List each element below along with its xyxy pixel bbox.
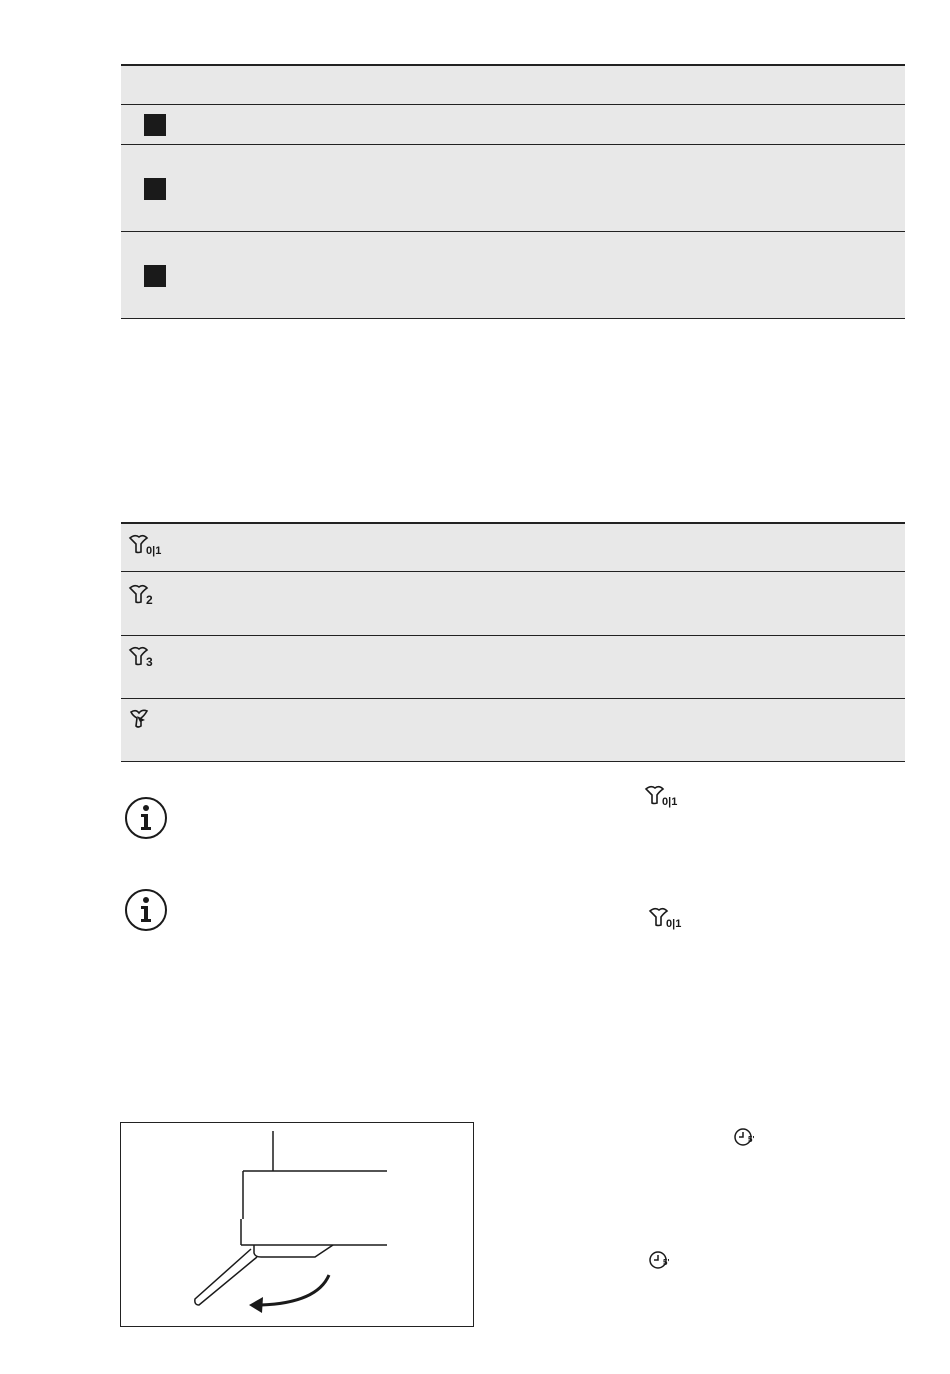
svg-text:2: 2 [146, 593, 153, 607]
indicator-table [121, 64, 905, 319]
fan-speed-row [121, 636, 905, 699]
indicator-table-header [121, 64, 905, 105]
svg-text:0|1: 0|1 [666, 918, 682, 930]
square-marker-icon [144, 114, 166, 136]
fan-speed-boost-icon [127, 707, 167, 737]
fan-speed-row [121, 572, 905, 636]
timer-5-min-icon [733, 1126, 759, 1148]
svg-text:5': 5' [748, 1135, 755, 1144]
square-marker-icon [144, 265, 166, 287]
svg-text:0|1: 0|1 [146, 545, 162, 557]
svg-text:5': 5' [663, 1258, 670, 1267]
indicator-table-row [121, 232, 905, 319]
fan-speed-row [121, 522, 905, 572]
timer-5-min-icon [648, 1249, 674, 1271]
fan-speed-0-1-icon [643, 784, 683, 810]
indicator-table-row [121, 145, 905, 232]
svg-text:0|1: 0|1 [662, 796, 678, 808]
svg-text:3: 3 [146, 655, 153, 669]
fan-speed-table [121, 522, 905, 762]
info-icon [124, 796, 168, 840]
indicator-table-row [121, 105, 905, 145]
fan-speed-0-1-icon [127, 532, 167, 562]
hood-panel-drawing [121, 1123, 473, 1326]
fan-speed-row [121, 699, 905, 762]
fan-speed-0-1-icon [647, 906, 687, 932]
info-icon [124, 888, 168, 932]
hood-panel-illustration [120, 1122, 474, 1327]
square-marker-icon [144, 178, 166, 200]
fan-speed-2-icon [127, 582, 167, 612]
fan-speed-3-icon [127, 644, 167, 674]
